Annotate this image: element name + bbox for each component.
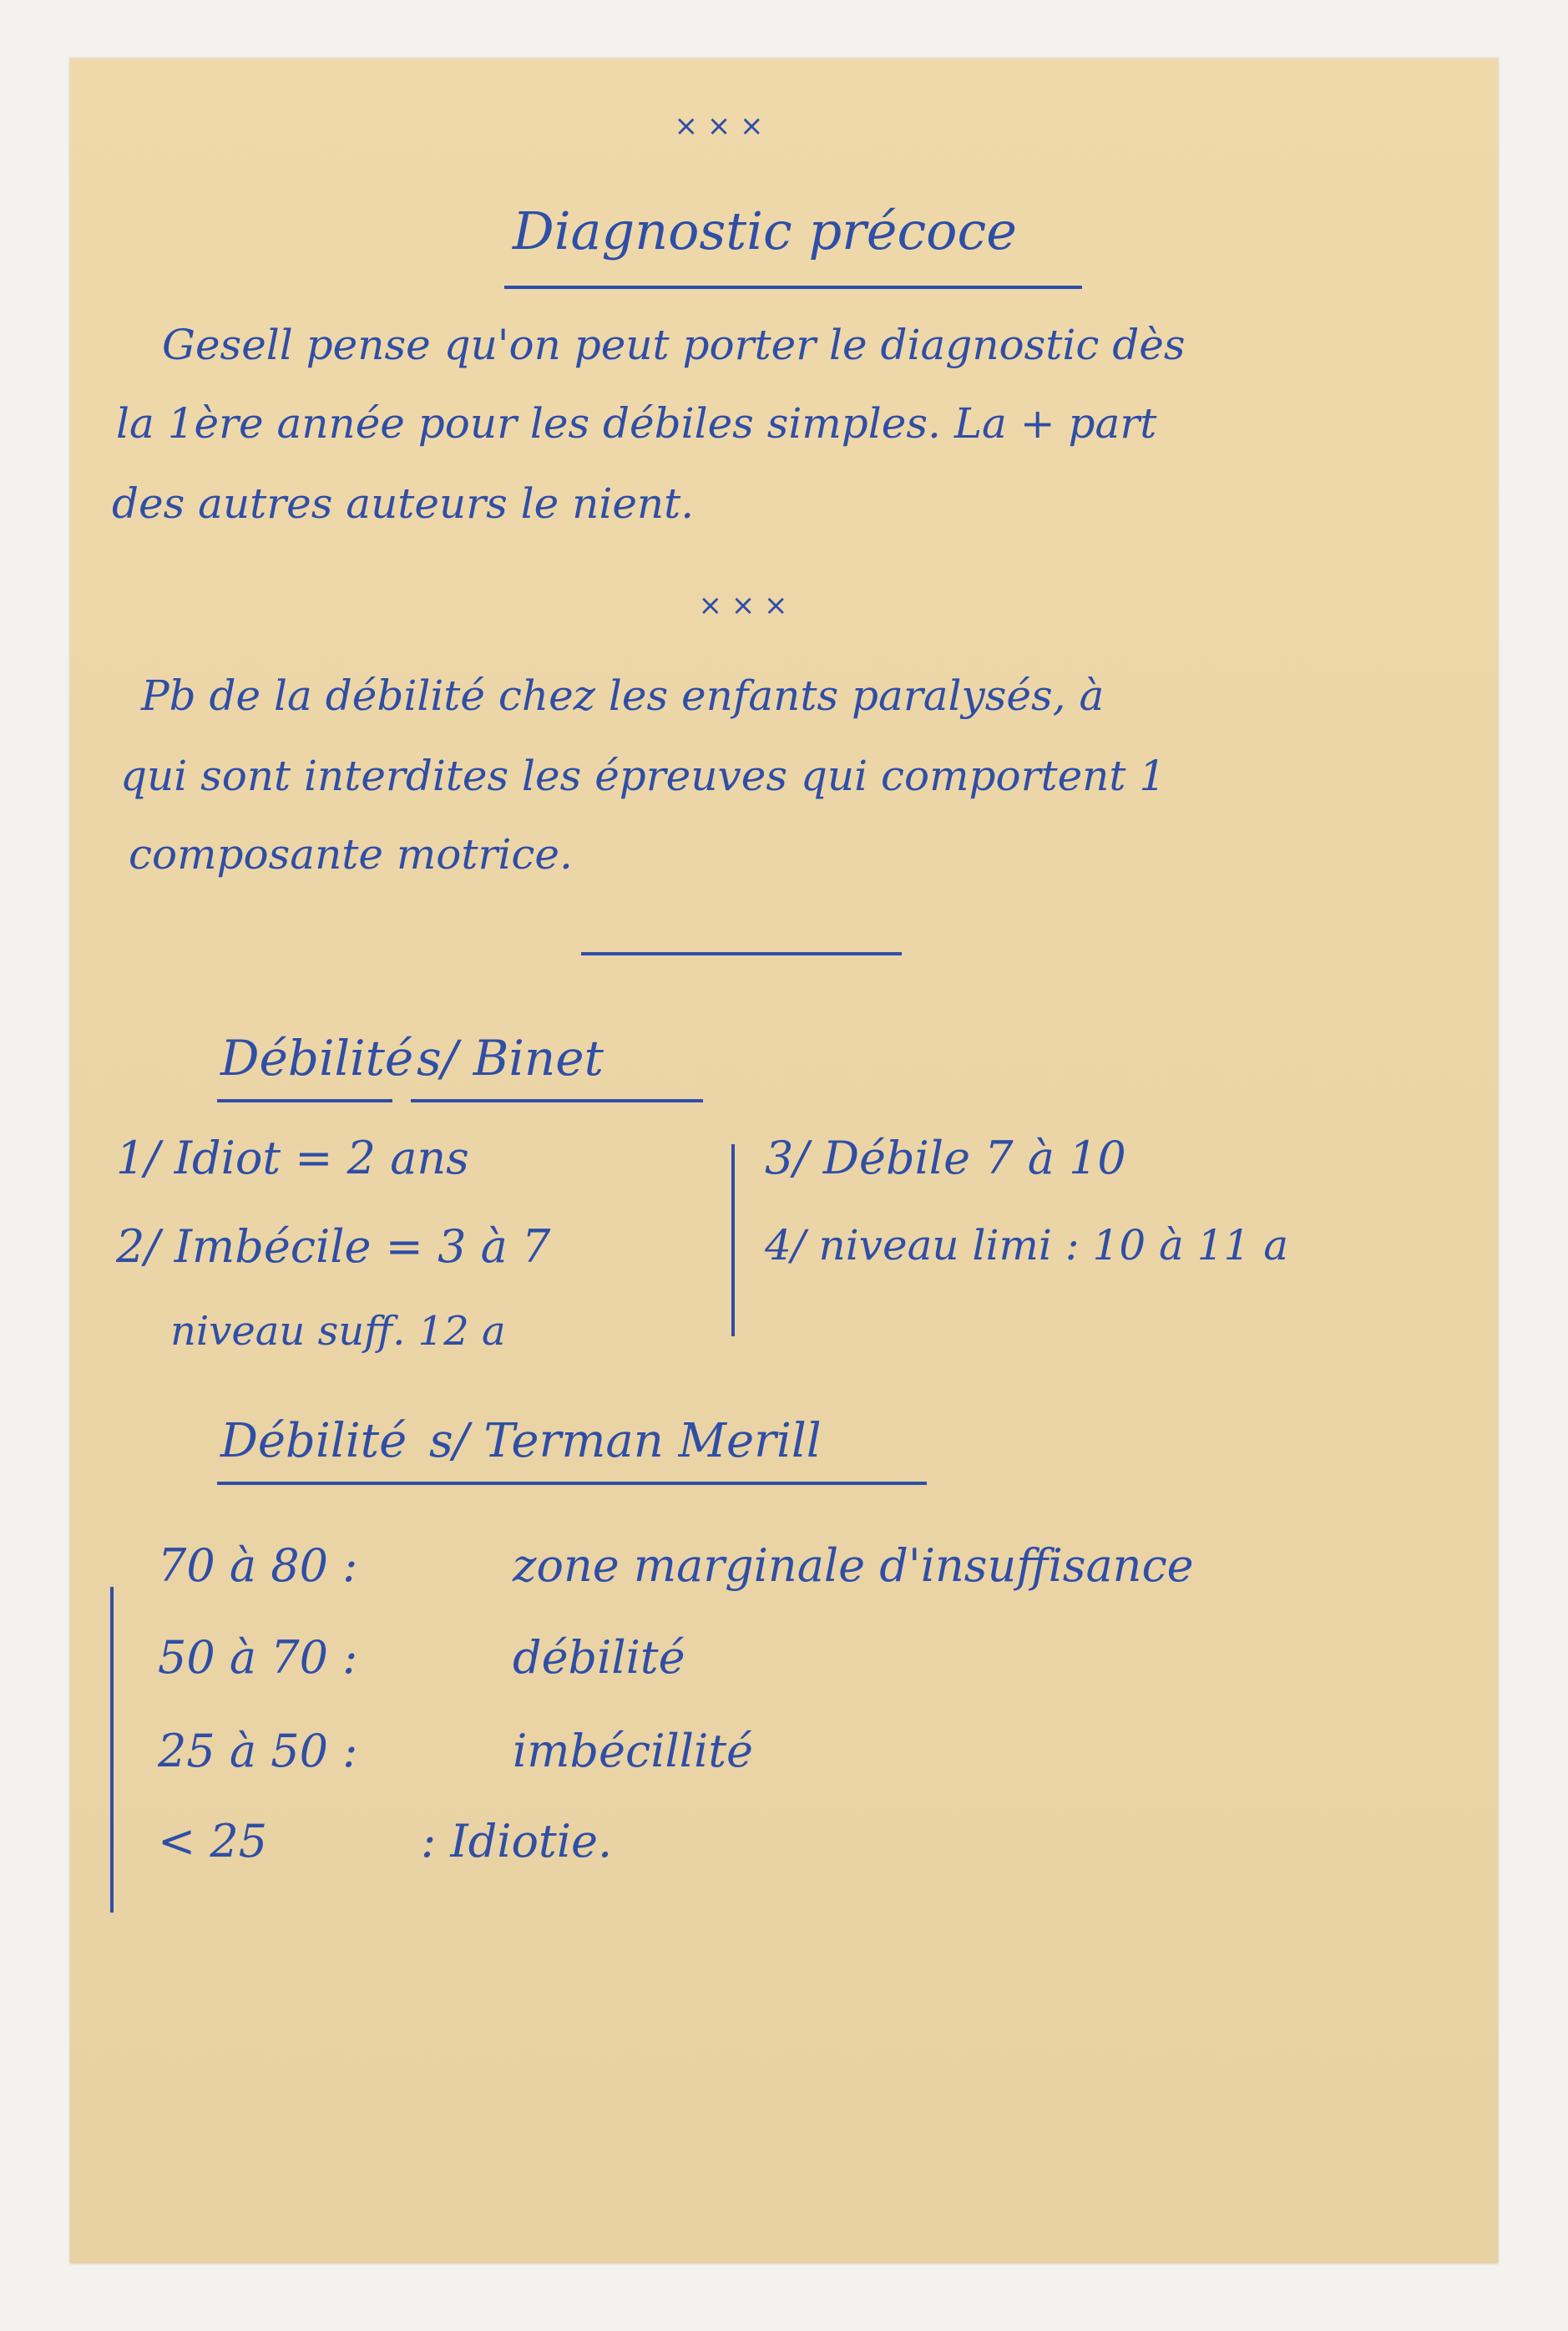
terman-row-1-label: zone marginale d'insuffisance	[513, 1539, 1194, 1592]
terman-row-2-range: 50 à 70 :	[158, 1631, 358, 1684]
paragraph-2-line-1: Pb de la débilité chez les enfants paralysés, à	[141, 671, 1105, 720]
terman-bracket-line	[110, 1587, 114, 1913]
section-mark-middle: × × ×	[698, 589, 788, 622]
terman-row-1-range: 70 à 80 :	[158, 1539, 358, 1592]
terman-heading-right: s/ Terman Merill	[429, 1414, 822, 1468]
binet-heading-right-underline	[411, 1099, 703, 1102]
binet-column-divider	[731, 1144, 735, 1336]
paragraph-1-line-2: la 1ère année pour les débiles simples. La + part	[116, 399, 1157, 448]
terman-heading-underline	[217, 1482, 927, 1485]
binet-heading-left: Débilité	[220, 1030, 414, 1087]
paragraph-1-line-3: des autres auteurs le nient.	[112, 479, 695, 528]
heading-diagnostic: Diagnostic précoce	[513, 200, 1017, 261]
binet-heading-right: s/ Binet	[417, 1030, 604, 1087]
paragraph-2-line-2: qui sont interdites les épreuves qui comportent 1	[120, 752, 1166, 800]
section-mark-top: × × ×	[674, 109, 764, 143]
terman-row-4-range: < 25	[158, 1815, 268, 1867]
binet-right-row-2: 4/ niveau limi : 10 à 11 a	[765, 1221, 1289, 1269]
paragraph-1-line-1: Gesell pense qu'on peut porter le diagnostic dès	[162, 321, 1186, 369]
terman-heading-left: Débilité	[220, 1414, 407, 1468]
terman-row-4-label: : Idiotie.	[421, 1815, 613, 1867]
terman-row-3-range: 25 à 50 :	[158, 1725, 358, 1777]
separator-line	[581, 952, 902, 955]
binet-heading-left-underline	[217, 1099, 392, 1102]
terman-row-3-label: imbécillité	[513, 1725, 753, 1777]
terman-row-2-label: débilité	[513, 1631, 685, 1684]
binet-left-row-1: 1/ Idiot = 2 ans	[116, 1132, 469, 1184]
binet-left-row-2: 2/ Imbécile = 3 à 7	[116, 1220, 551, 1273]
manuscript-page	[70, 58, 1498, 2263]
binet-left-row-3: niveau suff. 12 a	[170, 1308, 506, 1355]
binet-right-row-1: 3/ Débile 7 à 10	[765, 1132, 1126, 1184]
heading-diagnostic-underline	[504, 286, 1082, 289]
paragraph-2-line-3: composante motrice.	[129, 830, 573, 879]
